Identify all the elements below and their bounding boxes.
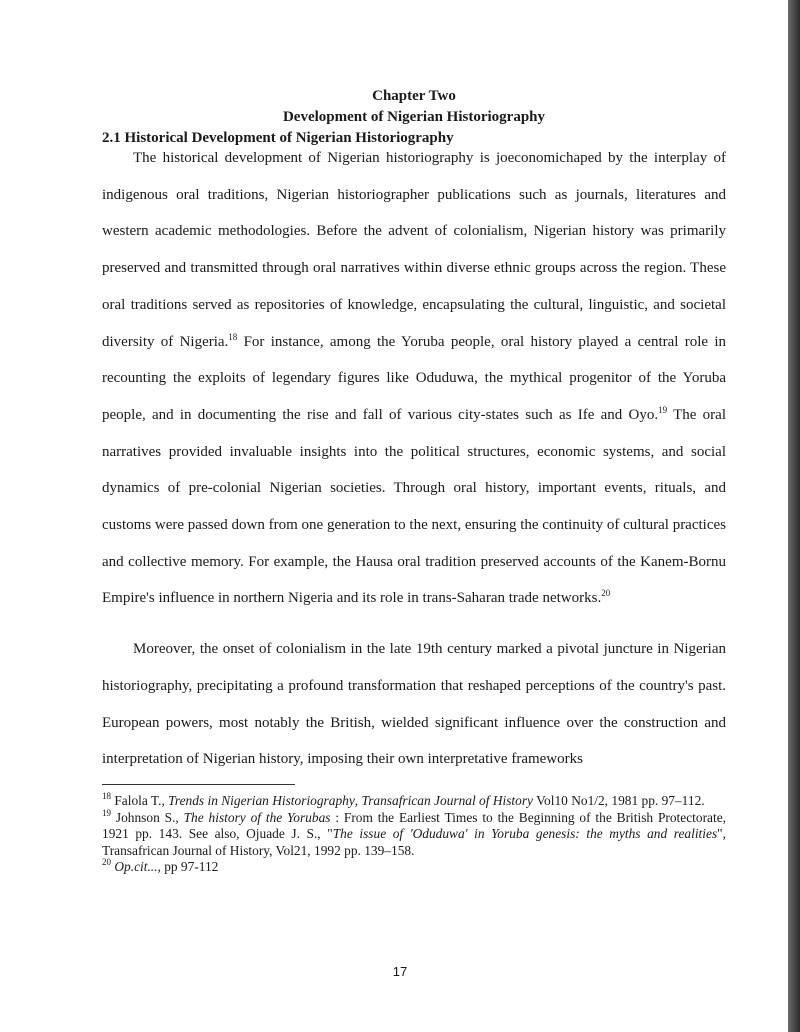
footnote-ref-19[interactable]: 19 [658, 404, 668, 415]
paragraph-text: The historical development of Nigerian historiography is joeconomichaped by the interplay of indigenous oral traditions, Nigerian historiographer publications such as journals, literatures and western academic methodologies. Before the advent of colonialism, Nigerian history was primarily preserved and transmitted through oral narratives within diverse ethnic groups across the region. These oral traditions served as repositories of knowledge, encapsulating the cultural, linguistic, and societal diversity of Nigeria. [102, 150, 726, 350]
body-paragraph-1 [102, 140, 726, 617]
footnote-title: The history of the Yorubas [183, 809, 331, 825]
chapter-title: Development of Nigerian Historiography [282, 109, 546, 125]
footnote-title: Trends in Nigerian Historiography [168, 792, 355, 808]
paragraph-text: For instance, among the Yoruba people, oral history played a central role in recounting the exploits of legendary figures like Oduduwa, the mythical progenitor of the Yoruba people, and in documenting the rise and fall of various city-states such as Ife and Oyo. [102, 333, 726, 423]
document-page [102, 86, 726, 876]
footnote-20 [102, 859, 726, 876]
footnote-title: The issue of 'Oduduwa' in Yoruba genesis: the myths and realities [332, 826, 718, 842]
page-edge-shadow [788, 0, 800, 1032]
footnote-title: Transafrican Journal of History [361, 792, 533, 808]
footnote-ref-20[interactable]: 20 [601, 588, 611, 599]
footnote-text: : From the Earliest Times to the Beginning of the British Protectorate, 1921 pp. 143. See also, Ojuade J. S., " [102, 809, 726, 842]
footnote-text: , pp 97-112 [157, 859, 219, 875]
footnote-number: 19 [102, 807, 111, 818]
footnote-title: Op.cit... [114, 859, 158, 875]
chapter-label: Chapter Two [372, 88, 456, 104]
body-paragraph-2: Moreover, the onset of colonialism in the late 19th century marked a pivotal juncture in Nigerian historiography, precipitating a profound transformation that reshaped perceptions of the country's past. European powers, most notably the British, wielded significant influence over the construction and interpretation of Nigerian history, imposing their own interpretative frameworks [102, 641, 726, 768]
footnote-number: 18 [102, 790, 111, 801]
section-heading: 2.1 Historical Development of Nigerian Historiography [102, 130, 454, 146]
footnote-text: Johnson S., [115, 809, 184, 825]
footnote-text: Vol10 No1/2, 1981 pp. 97–112. [533, 792, 705, 808]
footnote-number: 20 [102, 857, 111, 868]
footnote-text: Falola T., [114, 792, 169, 808]
footnote-18 [102, 790, 726, 810]
footnote-text: , [354, 792, 362, 808]
footnote-19 [102, 807, 726, 860]
footnote-text: ", Transafrican Journal of History, Vol21, 1992 pp. 139–158. [102, 826, 726, 858]
page-number: 17 [392, 964, 408, 979]
footnote-ref-18[interactable]: 18 [228, 331, 238, 342]
paragraph-text: The oral narratives provided invaluable insights into the political structures, economic systems, and social dynamics of pre-colonial Nigerian societies. Through oral history, important events, rituals, and customs were passed down from one generation to the next, ensuring the continuity of cultural practices and collective memory. For example, the Hausa oral tradition preserved accounts of the Kanem-Bornu Empire's influence in northern Nigeria and its role in trans-Saharan trade networks. [102, 406, 726, 607]
footnote-divider [102, 784, 295, 785]
footnotes [102, 790, 726, 876]
